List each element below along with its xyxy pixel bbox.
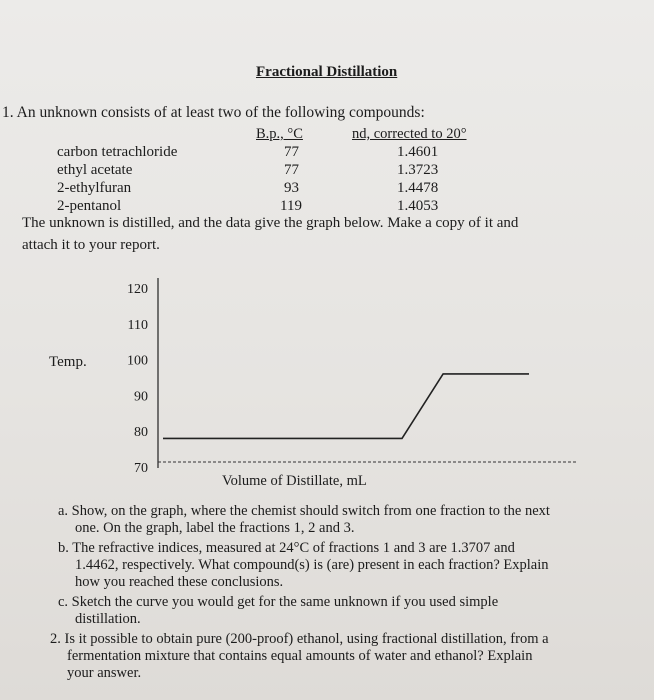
question-1-intro: 1. An unknown consists of at least two of the following compounds:: [2, 104, 425, 121]
question-b: [58, 540, 549, 591]
compound-bp: 77: [284, 162, 299, 178]
y-tick-label: 70: [134, 461, 148, 476]
table-header-bp: B.p., °C: [256, 126, 303, 142]
question-a: [58, 503, 550, 537]
table-header-nd: nd, corrected to 20°: [352, 126, 467, 142]
question-a-line: a. Show, on the graph, where the chemist should switch from one fraction to the next: [58, 503, 550, 519]
compound-name: carbon tetrachloride: [57, 144, 178, 160]
compound-name: 2-ethylfuran: [57, 180, 132, 196]
compound-bp: 119: [280, 198, 302, 214]
question-c: [58, 594, 498, 628]
compound-nd: 1.4601: [397, 144, 439, 160]
question-b-line: 1.4462, respectively. What compound(s) is (are) present in each fraction? Explain: [75, 557, 549, 573]
y-tick-label: 120: [127, 282, 148, 297]
question-b-line: b. The refractive indices, measured at 24°C of fractions 1 and 3 are 1.3707 and: [58, 540, 515, 556]
question-c-line: c. Sketch the curve you would get for the same unknown if you used simple: [58, 594, 499, 610]
compound-bp: 77: [284, 144, 299, 160]
question-2-line: your answer.: [67, 665, 142, 681]
y-axis-label: Temp.: [49, 354, 87, 370]
paragraph-line: The unknown is distilled, and the data give the graph below. Make a copy of it and: [22, 215, 519, 231]
compound-nd: 1.3723: [397, 162, 439, 178]
question-2-line: fermentation mixture that contains equal amounts of water and ethanol? Explain: [67, 648, 533, 664]
y-tick-label: 110: [127, 317, 148, 333]
compound-nd: 1.4053: [397, 198, 439, 214]
distillation-curve-line: [163, 374, 529, 439]
question-2: [50, 631, 549, 682]
question-a-line: one. On the graph, label the fractions 1, 2 and 3.: [75, 520, 355, 536]
compound-nd: 1.4478: [397, 180, 439, 196]
x-axis-label: Volume of Distillate, mL: [222, 473, 367, 489]
compound-name: 2-pentanol: [57, 198, 122, 214]
paragraph-line: attach it to your report.: [22, 237, 160, 253]
page-title: Fractional Distillation: [256, 64, 398, 80]
question-b-line: how you reached these conclusions.: [75, 574, 284, 590]
question-c-line: distillation.: [75, 611, 141, 627]
y-tick-label: 80: [134, 425, 148, 441]
compound-bp: 93: [284, 180, 299, 196]
compound-name: ethyl acetate: [57, 162, 133, 178]
y-tick-label: 100: [127, 353, 148, 369]
y-tick-label: 90: [134, 389, 148, 405]
question-2-line: 2. Is it possible to obtain pure (200-proof) ethanol, using fractional distillation, from a: [50, 631, 549, 647]
